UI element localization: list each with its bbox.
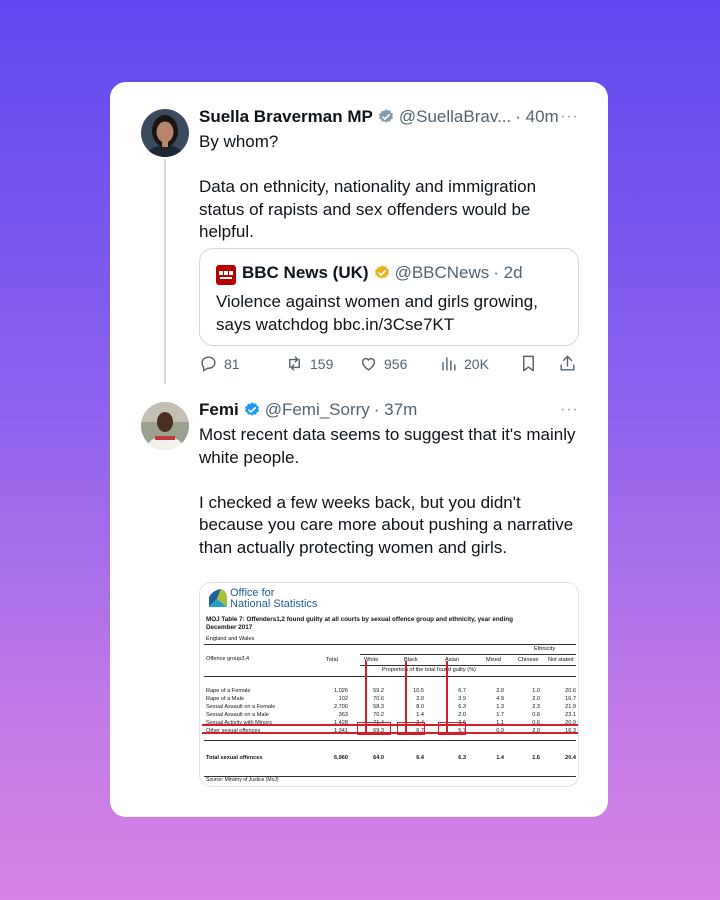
highlight-box-black bbox=[397, 722, 425, 735]
table-cell: 6,960 bbox=[334, 755, 348, 761]
thread-connector-line bbox=[164, 159, 166, 384]
table-row-label: Sexual Assault on a Female bbox=[206, 704, 276, 710]
views-button[interactable] bbox=[439, 354, 489, 373]
bookmark-icon bbox=[519, 354, 538, 373]
heart-icon bbox=[359, 354, 378, 373]
col-asian: Asian bbox=[445, 657, 459, 663]
author-name[interactable]: Suella Braverman MP bbox=[199, 107, 373, 126]
table-cell: 10.5 bbox=[413, 688, 424, 694]
table-cell: 6.7 bbox=[416, 728, 424, 734]
table-rule bbox=[204, 676, 576, 677]
like-button[interactable] bbox=[359, 354, 407, 373]
table-cell: 0.9 bbox=[496, 728, 504, 734]
avatar-suella[interactable] bbox=[141, 109, 189, 157]
table-row-label: Rape of a Male bbox=[206, 696, 244, 702]
table-cell: 1.0 bbox=[532, 688, 540, 694]
col-chinese: Chinese bbox=[518, 657, 539, 663]
quote-author-handle: @BBCNews bbox=[394, 263, 490, 282]
table-row-label: Total sexual offences bbox=[206, 755, 263, 761]
tweet-timestamp[interactable]: · 40m bbox=[515, 107, 559, 126]
region-label: England and Wales bbox=[206, 636, 255, 642]
table-row-label: Rape of a Female bbox=[206, 688, 251, 694]
reply-icon bbox=[199, 354, 218, 373]
table-cell: 1.1 bbox=[496, 720, 504, 726]
table-cell: 6.4 bbox=[416, 755, 424, 761]
table-cell: 2.0 bbox=[458, 712, 466, 718]
quote-author-name: BBC News (UK) bbox=[242, 263, 369, 282]
moj-table-title: MOJ Table 7: Offenders1,2 found guilty at all courts by sexual offence group and ethnicity, year ending December 2017 bbox=[206, 616, 513, 631]
more-options-icon[interactable]: ··· bbox=[560, 108, 579, 125]
table-cell: 2.3 bbox=[532, 704, 540, 710]
analytics-bar-icon bbox=[439, 354, 458, 373]
ethnicity-header: Ethnicity bbox=[534, 646, 556, 652]
col-mixed: Mixed bbox=[486, 657, 501, 663]
verified-badge-icon bbox=[377, 108, 395, 126]
col-white: White bbox=[364, 657, 379, 663]
table-cell: 2.0 bbox=[496, 688, 504, 694]
gold-verified-badge-icon bbox=[373, 264, 391, 282]
table-cell: 69.3 bbox=[373, 728, 384, 734]
retweet-count: 159 bbox=[310, 355, 334, 372]
verified-badge-icon bbox=[243, 401, 261, 419]
table-cell: 2.4 bbox=[416, 720, 424, 726]
table-cell: 1.4 bbox=[496, 755, 504, 761]
col-offence-group: Offence group3,4 bbox=[206, 656, 250, 662]
table-cell: 70.6 bbox=[373, 696, 384, 702]
table-cell: 16.3 bbox=[565, 728, 576, 734]
tweet2-text: Most recent data seems to suggest that it's mainly white people. I checked a few weeks back, but you didn't because you care more about pushing a narrative than actually protecting women and girls. bbox=[199, 425, 576, 557]
ons-org-line2: National Statistics bbox=[230, 598, 318, 610]
tweet-thread-card bbox=[110, 82, 608, 817]
table-cell: 6.3 bbox=[458, 704, 466, 710]
tweet-timestamp[interactable]: · 37m bbox=[373, 400, 418, 419]
table-cell: 64.0 bbox=[373, 755, 384, 761]
table-cell: 6.3 bbox=[458, 755, 466, 761]
table-cell: 1,026 bbox=[334, 688, 348, 694]
table-rule bbox=[204, 740, 576, 741]
table-cell: 1,428 bbox=[334, 720, 348, 726]
table-cell: 1.3 bbox=[496, 704, 504, 710]
table-cell: 20.4 bbox=[565, 755, 576, 761]
table-cell: 1.7 bbox=[496, 712, 504, 718]
share-button[interactable] bbox=[558, 354, 577, 373]
reply-count: 81 bbox=[224, 355, 240, 372]
table-rule bbox=[360, 654, 576, 655]
retweet-icon bbox=[285, 354, 304, 373]
table-cell: 70.2 bbox=[373, 712, 384, 718]
table-cell: 2.0 bbox=[532, 696, 540, 702]
ons-org-line1: Office for bbox=[230, 587, 275, 599]
table-cell: 1,341 bbox=[334, 728, 348, 734]
table-cell: 1.4 bbox=[416, 712, 424, 718]
tweet1-header bbox=[199, 107, 559, 127]
avatar-femi[interactable] bbox=[141, 402, 189, 450]
table-cell: 71.4 bbox=[373, 720, 384, 726]
table-cell: 0.6 bbox=[532, 720, 540, 726]
table-cell: 8.0 bbox=[416, 704, 424, 710]
col-not-stated: Not stated bbox=[548, 657, 574, 663]
bookmark-button[interactable] bbox=[519, 354, 538, 373]
bbc-news-logo-icon bbox=[216, 265, 236, 285]
quoted-tweet[interactable] bbox=[199, 248, 579, 346]
col-black: Black bbox=[404, 657, 418, 663]
table-cell: 3.6 bbox=[458, 720, 466, 726]
table-cell: 0.6 bbox=[532, 712, 540, 718]
highlight-box-white bbox=[357, 722, 391, 735]
table-cell: 16.7 bbox=[565, 696, 576, 702]
author-handle[interactable]: @Femi_Sorry bbox=[264, 400, 370, 419]
table-rule bbox=[360, 665, 576, 666]
ons-logo-icon bbox=[207, 587, 229, 609]
table-cell: 20.9 bbox=[565, 720, 576, 726]
highlight-box-asian bbox=[438, 722, 466, 735]
source-note: Source: Ministry of Justice (MoJ) bbox=[206, 777, 279, 783]
retweet-button[interactable] bbox=[285, 354, 333, 373]
ons-org-name bbox=[230, 588, 317, 610]
table-cell: 2,700 bbox=[334, 704, 348, 710]
table-cell: 5.7 bbox=[458, 728, 466, 734]
table-cell: 20.6 bbox=[565, 688, 576, 694]
table-cell: 59.2 bbox=[373, 688, 384, 694]
table-cell: 4.9 bbox=[496, 696, 504, 702]
table-cell: 363 bbox=[338, 712, 348, 718]
share-icon bbox=[558, 354, 577, 373]
table-row-label: Other sexual offences bbox=[206, 728, 261, 734]
table-rule bbox=[204, 644, 576, 645]
table-cell: 2.0 bbox=[532, 728, 540, 734]
like-count: 956 bbox=[384, 355, 408, 372]
proportion-header: Proportion of the total found guilty (%) bbox=[382, 667, 476, 673]
col-total: Total bbox=[326, 657, 338, 663]
table-cell: 58.3 bbox=[373, 704, 384, 710]
tweet1-text: By whom? Data on ethnicity, nationality and immigration status of rapists and sex offenders would be helpful. bbox=[199, 132, 537, 241]
quote-header bbox=[242, 263, 523, 283]
author-handle[interactable]: @SuellaBrav... bbox=[398, 107, 512, 126]
more-options-icon[interactable]: ··· bbox=[560, 401, 579, 418]
table-cell: 23.1 bbox=[565, 712, 576, 718]
table-row-label: Sexual Assault on a Male bbox=[206, 712, 269, 718]
view-count: 20K bbox=[464, 355, 489, 372]
table-row-label: Sexual Activity with Minors bbox=[206, 720, 272, 726]
table-cell: 21.9 bbox=[565, 704, 576, 710]
table-cell: 2.0 bbox=[416, 696, 424, 702]
quote-timestamp: · 2d bbox=[493, 263, 523, 282]
table-cell: 1.6 bbox=[532, 755, 540, 761]
quote-text: Violence against women and girls growing, says watchdog bbc.in/3Cse7KT bbox=[216, 292, 538, 334]
reply-button[interactable] bbox=[199, 354, 240, 373]
table-cell: 3.9 bbox=[458, 696, 466, 702]
ons-table-image[interactable] bbox=[199, 582, 579, 787]
author-name[interactable]: Femi bbox=[199, 400, 239, 419]
tweet2-header bbox=[199, 400, 417, 420]
table-cell: 6.7 bbox=[458, 688, 466, 694]
table-cell: 102 bbox=[338, 696, 348, 702]
tweet1-action-bar bbox=[199, 354, 579, 378]
